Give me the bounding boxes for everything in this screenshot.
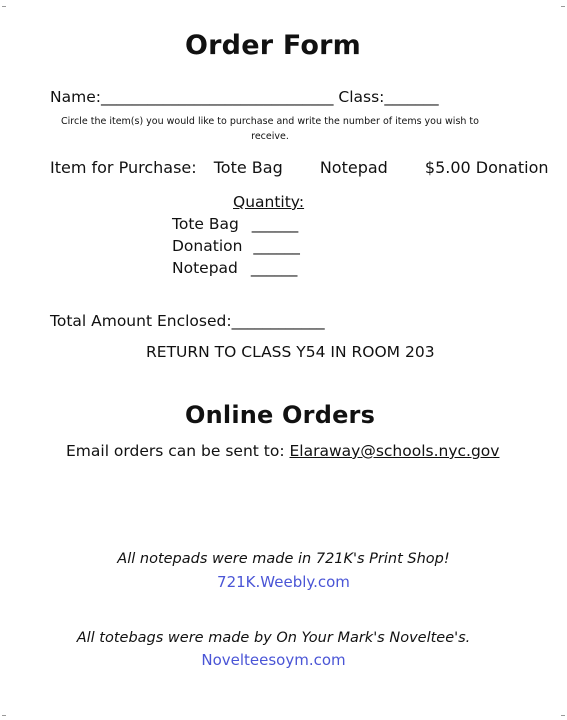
corner-mark xyxy=(561,715,565,716)
quantity-blank[interactable]: ______ xyxy=(251,215,299,233)
items-for-purchase xyxy=(50,158,549,177)
quantity-blank[interactable]: ______ xyxy=(253,237,300,255)
email-prefix: Email orders can be sent to: xyxy=(66,442,285,460)
quantity-blank[interactable]: ______ xyxy=(250,259,298,277)
name-class-line: Name:______________________________ Class:_______ xyxy=(50,88,439,106)
quantity-row-donation xyxy=(172,237,300,255)
email-link[interactable]: Elaraway@schools.nyc.gov xyxy=(289,442,500,460)
corner-mark xyxy=(2,6,6,7)
quantity-row-notepad xyxy=(172,259,297,277)
total-amount-line: Total Amount Enclosed:____________ xyxy=(50,312,325,330)
item-option-notepad[interactable]: Notepad xyxy=(319,158,388,177)
quantity-row-label: Donation xyxy=(172,237,243,255)
item-option-tote-bag[interactable]: Tote Bag xyxy=(213,158,283,177)
quantity-row-label: Notepad xyxy=(172,259,238,277)
notepads-website-link[interactable]: 721K.Weebly.com xyxy=(217,573,350,591)
corner-mark xyxy=(561,6,565,7)
quantity-row-label: Tote Bag xyxy=(172,215,239,233)
page-title: Order Form xyxy=(185,30,361,61)
quantity-heading: Quantity: xyxy=(233,193,305,211)
items-label: Item for Purchase: xyxy=(50,158,197,177)
instructions-text: Circle the item(s) you would like to purchase and write the number of items you wish to receive. xyxy=(61,116,479,142)
quantity-row-tote-bag xyxy=(172,215,298,233)
totebags-note: All totebags were made by On Your Mark's Noveltee's. xyxy=(76,630,471,646)
corner-mark xyxy=(2,715,6,716)
totebags-website-link[interactable]: Novelteesoym.com xyxy=(201,651,346,669)
email-line xyxy=(66,442,499,460)
online-orders-heading: Online Orders xyxy=(185,401,376,429)
return-instructions: RETURN TO CLASS Y54 IN ROOM 203 xyxy=(146,343,435,361)
notepads-note: All notepads were made in 721K's Print Shop! xyxy=(117,551,450,567)
item-option-donation[interactable]: $5.00 Donation xyxy=(424,158,549,177)
